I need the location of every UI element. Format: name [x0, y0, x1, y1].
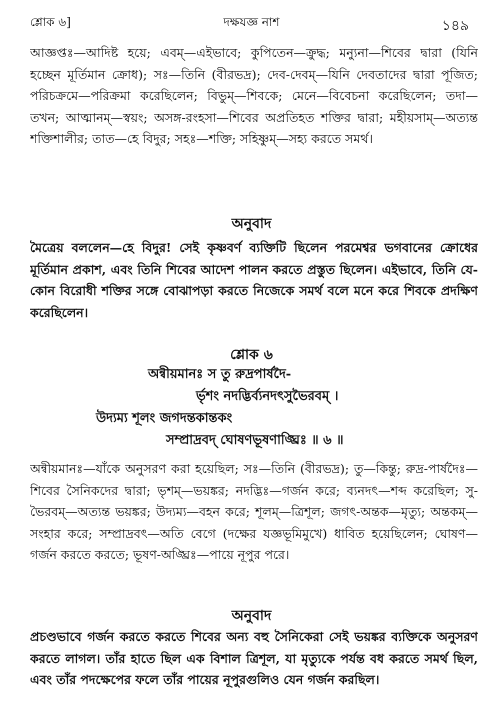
verse-title: শ্লোক ৬	[230, 347, 273, 363]
translation-heading-1: অনুবাদ	[231, 216, 272, 232]
verse-line-4: সম্প্রাদ্রবদ্ ঘোষণভূষণাঙ্ঘ্রিঃ ॥ ৬ ॥	[166, 433, 344, 448]
running-header-chapter-title: দক্ষযজ্ঞ নাশ	[223, 15, 280, 29]
running-header-verse-ref: শ্লোক ৬]	[30, 15, 71, 29]
sanskrit-verse	[0, 364, 503, 452]
synonyms-paragraph-1: আজ্ঞপ্তঃ—আদিষ্ট হয়ে; এবম্—এইভাবে; কুপিতেন—ক্রুদ্ধ; মন্যুনা—শিবের দ্বারা (যিনি হচ্ছেন মূর্তিমান ক্রোধ); সঃ—তিনি (বীরভদ্র); দেব-দেবম্—যিনি দেবতাদের দ্বারা পূজিত; পরিচক্রমে—পরিক্রমা করেছিলেন; বিভুম্—শিবকে; মেনে—বিবেচনা করেছিলেন; তদা—তখন; আত্মানম্—স্বয়ং; অসঙ্গ-রংহসা—শিবের অপ্রতিহত শক্তির দ্বারা; মহীয়সাম্—অত্যন্ত শক্তিশালীর; তাত—হে বিদুর; সহঃ—শক্তি; সহিষ্ণুম্—সহ্য করতে সমর্থ।	[30, 45, 478, 146]
verse-line-2: র্ভৃশং নদদ্ভির্ব্যনদৎসুভৈরবম্ ।	[196, 389, 339, 404]
translation-paragraph-1: মৈত্রেয় বললেন—হে বিদুর! সেই কৃষ্ণবর্ণ ব্যক্তিটি ছিলেন পরমেশ্বর ভগবানের ক্রোধের মূর্তিমান প্রকাশ, এবং তিনি শিবের আদেশ পালন করতে প্রস্তুত ছিলেন। এইভাবে, তিনি যে-কোন বিরোধী শক্তির সঙ্গে বোঝাপড়া করতে নিজেকে সমর্থ বলে মনে করে শিবকে প্রদক্ষিণ করেছিলেন।	[30, 240, 478, 320]
synonyms-paragraph-2: অন্বীয়মানঃ—যাঁকে অনুসরণ করা হয়েছিল; সঃ—তিনি (বীরভদ্র); তু—কিন্তু; রুদ্র-পার্ষদৈঃ—শিবের সৈনিকদের দ্বারা; ভৃশম্—ভয়ঙ্কর; নদদ্ভিঃ—গর্জন করে; ব্যনদৎ—শব্দ করেছিল; সু-ভৈরবম্—অত্যন্ত ভয়ঙ্কর; উদ্যম্য—বহন করে; শূলম্—ত্রিশূল; জগৎ-অন্তক—মৃত্যু; অন্তকম্—সংহার করে; সম্প্রাদ্রবৎ—অতি বেগে (দক্ষের যজ্ঞভূমিমুখে) ধাবিত হয়েছিলেন; ঘোষণ—গর্জন করতে করতে; ভূষণ-অঙ্ঘ্রিঃ—পায়ে নূপুর পরে।	[30, 461, 478, 562]
verse-line-3: উদ্যম্য শূলং জগদন্তকান্তকং	[96, 411, 233, 426]
page-number: ১৪৯	[441, 18, 469, 34]
translation-paragraph-2: প্রচণ্ডভাবে গর্জন করতে করতে শিবের অন্য বহু সৈনিকেরা সেই ভয়ঙ্কর ব্যক্তিকে অনুসরণ করতে লাগল। তাঁর হাতে ছিল এক বিশাল ত্রিশূল, যা মৃত্যুকে পর্যন্ত বধ করতে সমর্থ ছিল, এবং তাঁর পদক্ষেপের ফলে তাঁর পায়ের নূপুরগুলিও যেন গর্জন করছিল।	[30, 629, 478, 687]
verse-line-1: অন্বীয়মানঃ স তু রুদ্রপার্ষদৈ-	[148, 367, 292, 382]
translation-heading-2: অনুবাদ	[231, 608, 272, 624]
